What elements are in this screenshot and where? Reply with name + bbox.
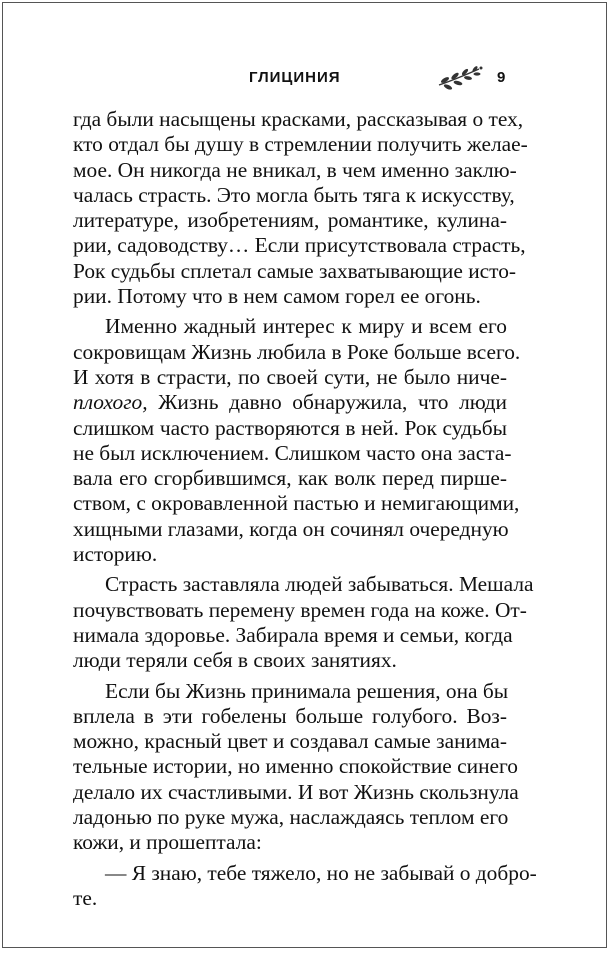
italic-word: плохого, bbox=[73, 390, 148, 415]
page-header bbox=[3, 65, 606, 93]
text-line: рии, садоводству… Если присутствовала страсть, bbox=[73, 233, 526, 258]
text-line: И хотя в страсти, по своей сути, не было ниче- bbox=[73, 364, 507, 389]
paragraph-3 bbox=[73, 572, 534, 673]
wisteria-sprig-icon bbox=[435, 65, 485, 91]
text-line: делало их счастливыми. И вот Жизнь скользнула bbox=[73, 779, 519, 804]
book-page bbox=[2, 2, 607, 948]
text-line: Если бы Жизнь принимала решения, она бы bbox=[105, 678, 509, 703]
text-line bbox=[73, 390, 507, 415]
paragraph-5 bbox=[73, 860, 537, 912]
paragraph-4 bbox=[73, 678, 519, 856]
text-line: кожи, и прошептала: bbox=[73, 830, 262, 855]
text-line: Рок судьбы сплетал самые захватывающие исто- bbox=[73, 258, 517, 283]
text-line: нимала здоровье. Забирала время и семьи, когда bbox=[73, 622, 513, 647]
text-line: слишком часто растворяются в ней. Рок судьбы bbox=[73, 415, 507, 440]
text-line: литературе, изобретениям, романтике, кулина- bbox=[73, 208, 507, 233]
text-line: рии. Потому что в нем самом горел ее огонь. bbox=[73, 284, 481, 309]
text-line: — Я знаю, тебе тяжело, но не забывай о добро- bbox=[105, 860, 537, 885]
text-line: мое. Он никогда не вникал, в чем именно заклю- bbox=[73, 157, 517, 182]
page-number: 9 bbox=[497, 69, 506, 86]
text-line: хищными глазами, когда он сочинял очередную bbox=[73, 516, 509, 541]
text-line: люди теряли себя в своих занятиях. bbox=[73, 648, 397, 673]
text-line: вплела в эти гобелены больше голубого. Воз- bbox=[73, 703, 507, 728]
text-line: Страсть заставляла людей забываться. Мешала bbox=[105, 572, 534, 597]
text-line: не был исключением. Слишком часто она заста- bbox=[73, 440, 512, 465]
text-line: тельные истории, но именно спокойствие синего bbox=[73, 754, 518, 779]
text-line: кто отдал бы душу в стремлении получить желае- bbox=[73, 132, 528, 157]
text-line: можно, красный цвет и создавал самые занима- bbox=[73, 729, 507, 754]
body-text bbox=[73, 107, 537, 916]
text-line: гда были насыщены красками, рассказывая о тех, bbox=[73, 107, 524, 131]
text-line: ством, с окровавленной пастью и немигающими, bbox=[73, 491, 520, 516]
text-run: Жизнь давно обнаружила, что люди bbox=[147, 390, 507, 415]
text-line: историю. bbox=[73, 542, 158, 567]
text-line: чалась страсть. Это могла быть тяга к искусству, bbox=[73, 182, 515, 207]
running-title: ГЛИЦИНИЯ bbox=[249, 69, 341, 86]
text-line: ладонью по руке мужа, наслаждаясь теплом его bbox=[73, 805, 509, 830]
text-line: сокровищам Жизнь любила в Роке больше всего. bbox=[73, 339, 521, 364]
paragraph-2 bbox=[73, 314, 521, 567]
paragraph-1 bbox=[73, 107, 528, 309]
text-line: вала его сгорбившимся, как волк перед пирше- bbox=[73, 466, 507, 491]
text-line: те. bbox=[73, 885, 98, 910]
text-line: Именно жадный интерес к миру и всем его bbox=[105, 314, 507, 339]
text-line: почувствовать перемену времен года на коже. От- bbox=[73, 597, 527, 622]
